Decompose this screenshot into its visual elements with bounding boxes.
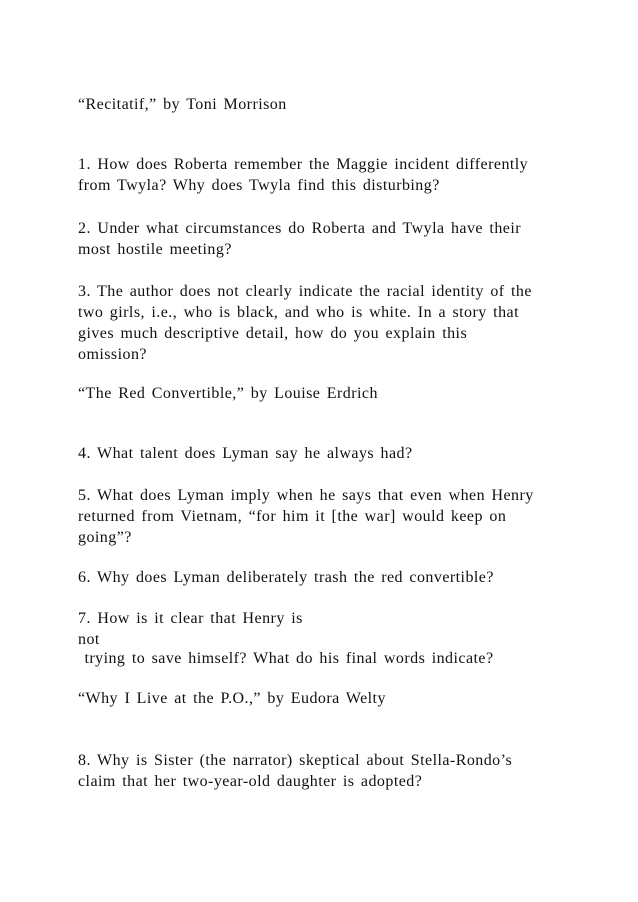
section-title-red-convertible: “The Red Convertible,” by Louise Erdrich	[78, 385, 378, 402]
section-title-recitatif: “Recitatif,” by Toni Morrison	[78, 96, 287, 113]
question-1-line-1: 1. How does Roberta remember the Maggie incident differently	[78, 156, 529, 173]
question-3-line-2: two girls, i.e., who is black, and who is white. In a story that	[78, 304, 519, 321]
section-title-why-i-live-at-the-po: “Why I Live at the P.O.,” by Eudora Welty	[78, 690, 386, 707]
question-5-line-3: going”?	[78, 529, 132, 546]
question-3-line-4: omission?	[78, 346, 147, 363]
question-7-line-3: trying to save himself? What do his final words indicate?	[78, 650, 494, 667]
question-8-line-2: claim that her two-year-old daughter is adopted?	[78, 773, 423, 790]
question-3-line-3: gives much descriptive detail, how do you explain this	[78, 325, 468, 342]
question-6-line-1: 6. Why does Lyman deliberately trash the red convertible?	[78, 569, 494, 586]
question-4-line-1: 4. What talent does Lyman say he always had?	[78, 445, 413, 462]
question-3-line-1: 3. The author does not clearly indicate the racial identity of the	[78, 283, 532, 300]
question-8-line-1: 8. Why is Sister (the narrator) skeptical about Stella-Rondo’s	[78, 752, 513, 769]
question-5-line-2: returned from Vietnam, “for him it [the war] would keep on	[78, 508, 507, 525]
question-7-line-2: not	[78, 631, 100, 648]
question-5-line-1: 5. What does Lyman imply when he says that even when Henry	[78, 487, 534, 504]
question-2-line-2: most hostile meeting?	[78, 241, 232, 258]
question-7-line-1: 7. How is it clear that Henry is	[78, 610, 303, 627]
question-2-line-1: 2. Under what circumstances do Roberta and Twyla have their	[78, 220, 522, 237]
question-1-line-2: from Twyla? Why does Twyla find this disturbing?	[78, 177, 440, 194]
